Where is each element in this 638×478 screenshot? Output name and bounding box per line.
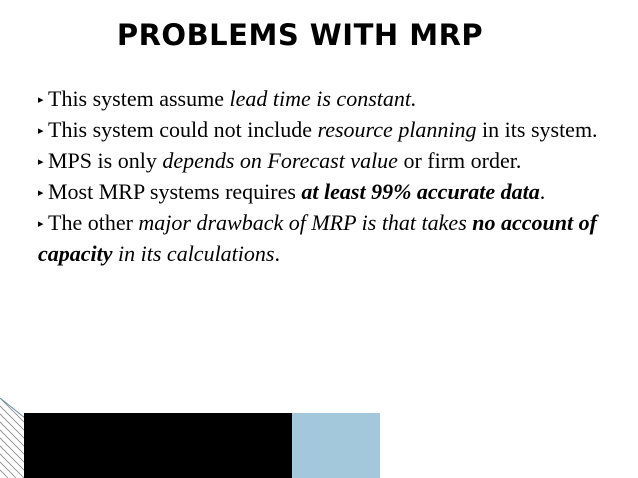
triangle-bullet-icon: ▸ (38, 124, 44, 137)
bullet-text: The other (48, 210, 139, 235)
triangle-bullet-icon: ▸ (38, 155, 44, 168)
bullet-item-lead-time (38, 84, 598, 115)
bullet-item-resource-planning (38, 115, 598, 146)
bullet-text: This system could not include (48, 117, 318, 142)
footer-black-band (24, 413, 292, 478)
bullet-strong-emphasis: no account of capacity (38, 210, 597, 266)
bullet-strong-emphasis: at least 99% accurate data (301, 179, 540, 204)
bullet-emphasis: lead time is constant. (229, 86, 417, 111)
bullet-text: or firm order. (397, 148, 522, 173)
bullet-text: This system assume (48, 86, 230, 111)
bullet-item-accurate-data (38, 177, 598, 208)
bullet-text: . (539, 179, 546, 204)
bullet-emphasis: in its calculations (112, 241, 275, 266)
triangle-bullet-icon: ▸ (38, 186, 44, 199)
bullet-emphasis: depends on Forecast value (162, 148, 398, 173)
bullet-text: in its system. (476, 117, 598, 142)
bullet-text: MPS is only (48, 148, 163, 173)
footer-blue-block (292, 413, 380, 478)
triangle-bullet-icon: ▸ (38, 93, 44, 106)
slide-title: PROBLEMS WITH MRP (116, 18, 484, 52)
bullet-emphasis: major drawback of MRP is that takes (138, 210, 473, 235)
bullet-item-mps-forecast (38, 146, 598, 177)
bullet-list (38, 84, 598, 269)
bullet-text: Most MRP systems requires (48, 179, 302, 204)
bullet-text: . (274, 241, 280, 266)
triangle-bullet-icon: ▸ (38, 217, 44, 230)
bullet-emphasis: resource planning (317, 117, 477, 142)
bullet-item-capacity (38, 208, 598, 269)
